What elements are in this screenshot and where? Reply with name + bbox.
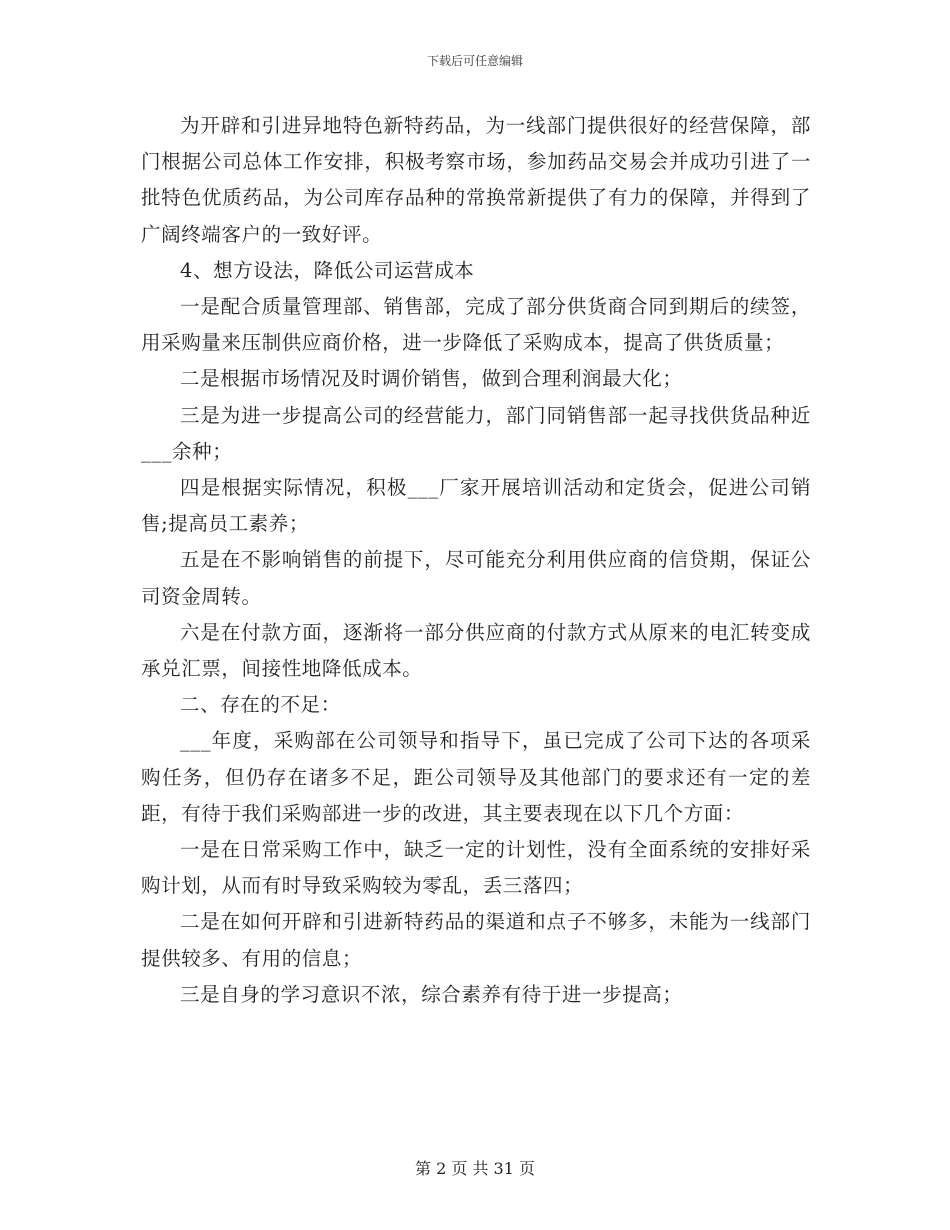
paragraph: 一是在日常采购工作中，缺乏一定的计划性，没有全面系统的安排好采购计划，从而有时导致采购较为零乱，丢三落四； (141, 838, 811, 898)
page-number-footer: 第 2 页 共 31 页 (415, 1159, 535, 1178)
paragraph: 三是为进一步提高公司的经营能力，部门同销售部一起寻找供货品种近___余种； (141, 403, 811, 463)
page-header-note: 下载后可任意编辑 (426, 54, 523, 68)
paragraph: 一是配合质量管理部、销售部，完成了部分供货商合同到期后的续签，用采购量来压制供应商价格，进一步降低了采购成本，提高了供货质量； (141, 295, 811, 355)
paragraph: 三是自身的学习意识不浓，综合素养有待于进一步提高； (180, 982, 683, 1006)
paragraph: 四是根据实际情况，积极___厂家开展培训活动和定货会，促进公司销售;提高员工素养； (141, 476, 811, 536)
paragraph: ___年度，采购部在公司领导和指导下，虽已完成了公司下达的各项采购任务，但仍存在诸多不足，距公司领导及其他部门的要求还有一定的差距，有待于我们采购部进一步的改进，其主要表现在以下几个方面： (141, 729, 811, 825)
document-body (141, 108, 811, 1013)
paragraph: 二是根据市场情况及时调价销售，做到合理利润最大化； (180, 367, 683, 391)
section-heading: 4、想方设法，降低公司运营成本 (180, 258, 475, 282)
paragraph: 二是在如何开辟和引进新特药品的渠道和点子不够多，未能为一线部门提供较多、有用的信息； (141, 910, 811, 970)
paragraph: 五是在不影响销售的前提下，尽可能充分利用供应商的信贷期，保证公司资金周转。 (141, 548, 811, 608)
section-heading: 二、存在的不足： (180, 693, 341, 717)
paragraph: 为开辟和引进异地特色新特药品，为一线部门提供很好的经营保障，部门根据公司总体工作安排，积极考察市场，参加药品交易会并成功引进了一批特色优质药品，为公司库存品种的常换常新提供了有力的保障，并得到了广阔终端客户的一致好评。 (141, 114, 811, 246)
paragraph: 六是在付款方面，逐渐将一部分供应商的付款方式从原来的电汇转变成承兑汇票，间接性地降低成本。 (141, 620, 811, 681)
